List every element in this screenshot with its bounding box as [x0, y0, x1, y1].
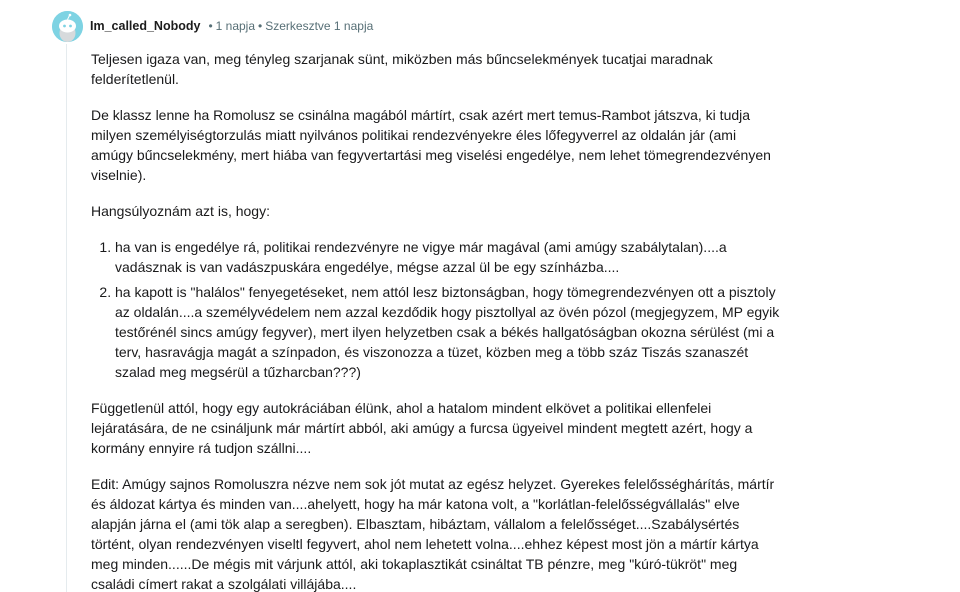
comment-paragraph: De klassz lenne ha Romolusz se csinálna magából mártírt, csak azért mert temus-Rambot játszva, ki tudja milyen személyiségtorzulás miatt nyilvános politikai rendezvényekre éles lőfegyverrel az oldalán jár (ami amúgy bűncselekmény, mert hiába van fegyvertartási meg viselési engedélye, nem lehet tömegrendezvényen viselnie).	[91, 107, 771, 183]
comment-header	[52, 10, 373, 42]
edit-paragraph: Edit: Amúgy sajnos Romoluszra nézve nem sok jót mutat az egész helyzet. Gyerekes felelősséghárítás, mártír és áldozat kártya és minden van....ahelyett, hogy ha már katona volt, a "korlátlan-felelősségvállalás" elve alapján járna el (ami tök alap a seregben). Elbasztam, hibáztam, vállalom a felelősséget....Szabálysértés történt, olyan rendezvényen viseltl fegyvert, ahol nem lehetett volna....ehhez képest most jön a mártír kártya meg minden......De mégis mit várjunk attól, aki tokaplasztikát csináltat TB pénzre, meg "kúró-tükröt" meg családi címert rakat a szolgálati villájába....	[91, 476, 775, 592]
comment-timestamp[interactable]: 1 napja	[215, 19, 256, 33]
author-username[interactable]: Im_called_Nobody	[90, 19, 201, 33]
edited-label: Szerkesztve 1 napja	[265, 19, 374, 33]
avatar[interactable]	[52, 11, 83, 42]
list-item: 2. ha kapott is "halálos" fenyegetéseket, nem attól lesz biztonságban, hogy tömegrendezvényen ott a pisztoly az oldalán....a személyvédelem nem azzal kezdődik hogy pisztollyal az övén pózol (megjegyzem, MP egyik testőrénél sincs amúgy fegyver), mert ilyen helyzetben csak a békés hallgatóságban okozna sérülést (mi a terv, hasravágja magát a színpadon, és viszonozza a tüzet, közben meg a több száz Tiszás szanaszét szalad meg megsérül a tűzharcban???)	[115, 282, 781, 382]
comment-paragraph: Hangsúlyoznám azt is, hogy:	[91, 203, 270, 219]
thread-line[interactable]	[66, 44, 67, 592]
comment-body	[91, 49, 781, 592]
separator-dot: •	[208, 19, 213, 33]
separator-dot: •	[258, 19, 263, 33]
list-item: 1. ha van is engedélye rá, politikai rendezvényre ne vigye már magával (ami amúgy szabálytalan)....a vadásznak is van vadászpuskára engedélye, mégse azzal ül be egy színházba....	[115, 237, 781, 277]
snoo-avatar-icon	[52, 11, 83, 42]
numbered-list	[91, 237, 781, 382]
comment-paragraph: Függetlenül attól, hogy egy autokráciában élünk, ahol a hatalom mindent elkövet a politikai ellenfelei lejáratására, de ne csináljunk már mártírt abból, aki amúgy a furcsa ügyeivel mindent megtett azért, hogy a kormány ennyire rá tudjon szállni....	[91, 400, 753, 456]
comment-meta	[205, 19, 373, 33]
comment-paragraph: Teljesen igaza van, meg tényleg szarjanak sünt, miközben más bűncselekmények tucatjai maradnak felderítetlenül.	[91, 51, 713, 87]
